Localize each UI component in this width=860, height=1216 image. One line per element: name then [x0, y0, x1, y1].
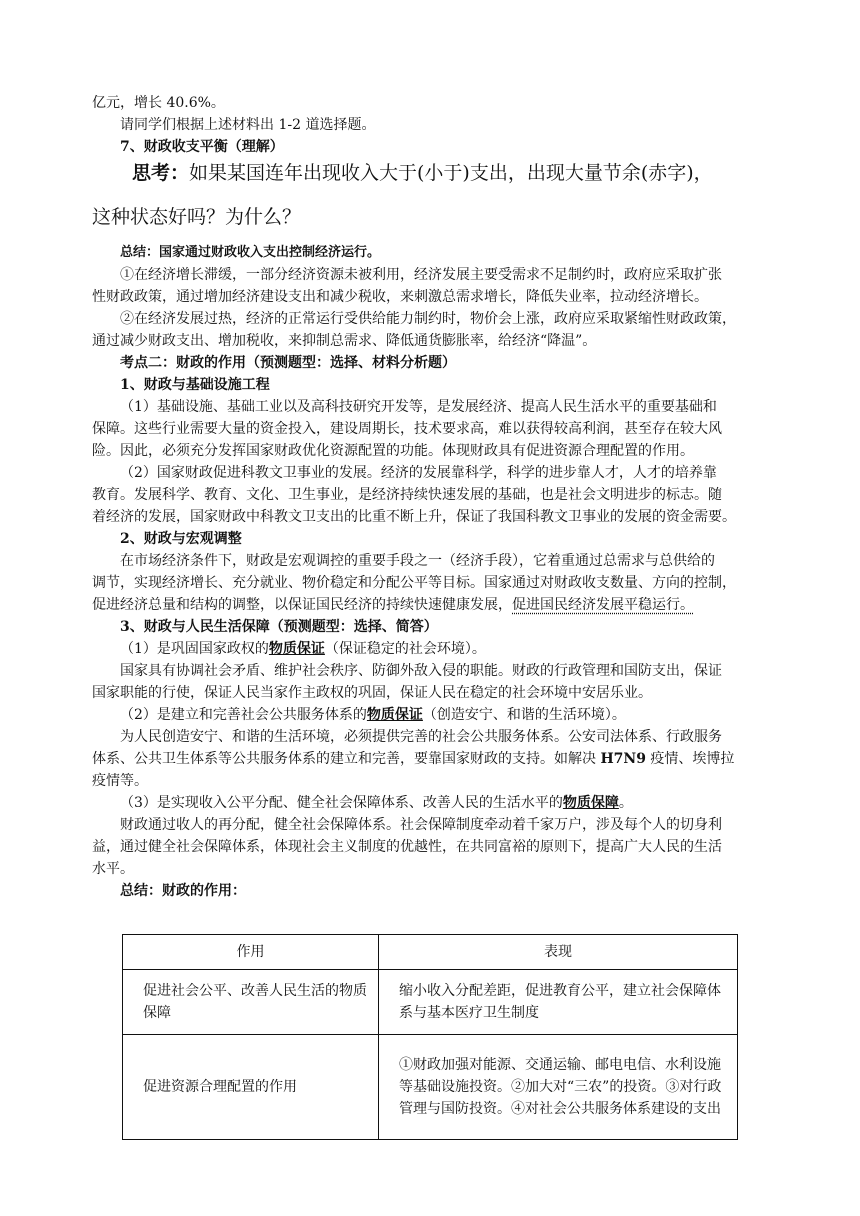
think-question — [132, 158, 713, 188]
paragraph-line: （2）国家财政促进科教文卫事业的发展。经济的发展靠科学，科学的进步靠人才，人才的培养靠 — [120, 465, 717, 481]
finance-role-table — [122, 934, 738, 1140]
think-label: 思考： — [132, 162, 190, 184]
paragraph-text: （1）是巩固国家政权的 — [120, 641, 269, 657]
section-heading: 1、财政与基础设施工程 — [120, 377, 270, 393]
paragraph-line: 着经济的发展，国家财政中科教文卫支出的比重不断上升，保证了我国科教文卫事业的发展的资金需要。 — [92, 509, 736, 525]
table-cell: 促进社会公平、改善人民生活的物质保障 — [123, 970, 379, 1035]
paragraph-line: 疫情等。 — [92, 773, 148, 789]
virus-code: H7N9 — [600, 751, 646, 767]
table-cell: ①财政加强对能源、交通运输、邮电电信、水利设施等基础设施投资。②加大对“三农”的投资。③对行政管理与国防投资。④对社会公共服务体系建设的支出 — [379, 1035, 738, 1140]
paragraph-line: 国家具有协调社会矛盾、维护社会秩序、防御外敌入侵的职能。财政的行政管理和国防支出，保证 — [120, 663, 722, 679]
paragraph-line: 在市场经济条件下，财政是宏观调控的重要手段之一（经济手段），它着重通过总需求与总供给的 — [120, 553, 715, 569]
think-text: 如果某国连年出现收入大于(小于)支出，出现大量节余(赤字)， — [189, 162, 713, 184]
paragraph-text: （保证稳定的社会环境）。 — [324, 641, 486, 657]
paragraph-line: 国家职能的行使，保证人民当家作主政权的巩固，保证人民在稳定的社会环境中安居乐业。 — [92, 685, 652, 701]
emphasis-text: 物质保证 — [366, 707, 423, 723]
paragraph-line — [92, 594, 694, 616]
paragraph-line: ①在经济增长滞缓，一部分经济资源未被利用，经济发展主要受需求不足制约时，政府应采取扩张 — [120, 267, 722, 283]
emphasis-text: 物质保障 — [562, 795, 619, 811]
paragraph-text: （2）是建立和完善社会公共服务体系的 — [120, 707, 367, 723]
paragraph-text: 体系、公共卫生体系等公共服务体系的建立和完善，要靠国家财政的支持。如解决 — [92, 751, 601, 767]
paragraph-line: 教育。发展科学、教育、文化、卫生事业，是经济持续快速发展的基础，也是社会文明进步的标志。随 — [92, 487, 722, 503]
paragraph-line — [120, 638, 486, 660]
paragraph-line: 性财政政策，通过增加经济建设支出和减少税收，来刺激总需求增长，降低失业率，拉动经济增长。 — [92, 289, 708, 305]
paragraph-text: 疫情、埃博拉 — [645, 751, 735, 767]
paragraph-line: 通过减少财政支出、增加税收，来抑制总需求、降低通货膨胀率，给经济“降温”。 — [92, 333, 597, 349]
table-header: 作用 — [123, 935, 379, 970]
paragraph-line: 财政通过收人的再分配，健全社会保障体系。社会保障制度牵动着千家万户，涉及每个人的切身利 — [120, 817, 722, 833]
summary-heading: 总结：国家通过财政收入支出控制经济运行。 — [120, 245, 381, 260]
table-header-row — [123, 935, 738, 970]
paragraph-line: 亿元，增长 40.6%。 — [92, 95, 225, 111]
paragraph-line: 请同学们根据上述材料出 1-2 道选择题。 — [120, 117, 376, 133]
emphasis-text: 促进国民经济发展平稳运行。 — [512, 597, 694, 613]
paragraph-line: ②在经济发展过热，经济的正常运行受供给能力制约时，物价会上涨，政府应采取紧缩性财政政策， — [120, 311, 736, 327]
emphasis-text: 物质保证 — [268, 641, 325, 657]
paragraph-line — [92, 748, 734, 770]
table-cell: 促进资源合理配置的作用 — [123, 1035, 379, 1140]
paragraph-text: （3）是实现收入公平分配、健全社会保障体系、改善人民的生活水平的 — [120, 795, 563, 811]
paragraph-line — [120, 792, 633, 814]
think-question-cont: 这种状态好吗？为什么？ — [92, 206, 302, 228]
paragraph-text: （创造安宁、和谐的生活环境）。 — [422, 707, 626, 723]
table-row — [123, 970, 738, 1035]
section-heading: 2、财政与宏观调整 — [120, 531, 242, 547]
summary-heading: 总结：财政的作用： — [120, 883, 246, 899]
paragraph-line: （1）基础设施、基础工业以及高科技研究开发等，是发展经济、提高人民生活水平的重要基础和 — [120, 399, 717, 415]
paragraph-line: 调节，实现经济增长、充分就业、物价稳定和分配公平等目标。国家通过对财政收支数量、方向的控制， — [92, 575, 736, 591]
paragraph-line: 水平。 — [92, 861, 134, 877]
table-header: 表现 — [379, 935, 738, 970]
section-heading: 7、财政收支平衡（理解） — [120, 139, 284, 155]
paragraph-line: 保障。这些行业需要大量的资金投入，建设周期长，技术要求高，难以获得较高利润，甚至存在较大风 — [92, 421, 722, 437]
paragraph-line — [120, 704, 626, 726]
paragraph-line: 益，通过健全社会保障体系，体现社会主义制度的优越性，在共同富裕的原则下，提高广大人民的生活 — [92, 839, 722, 855]
table-cell: 缩小收入分配差距，促进教育公平，建立社会保障体系与基本医疗卫生制度 — [379, 970, 738, 1035]
paragraph-text: 。 — [618, 795, 633, 811]
paragraph-text: 促进经济总量和结构的调整，以保证国民经济的持续快速健康发展， — [92, 597, 512, 613]
section-heading: 考点二：财政的作用（预测题型：选择、材料分析题） — [120, 355, 456, 371]
section-heading: 3、财政与人民生活保障（预测题型：选择、简答） — [120, 619, 438, 635]
paragraph-line: 险。因此，必须充分发挥国家财政优化资源配置的功能。体现财政具有促进资源合理配置的作用。 — [92, 443, 694, 459]
paragraph-line: 为人民创造安宁、和谐的生活环境，必须提供完善的社会公共服务体系。公安司法体系、行政服务 — [120, 729, 722, 745]
table-row — [123, 1035, 738, 1140]
